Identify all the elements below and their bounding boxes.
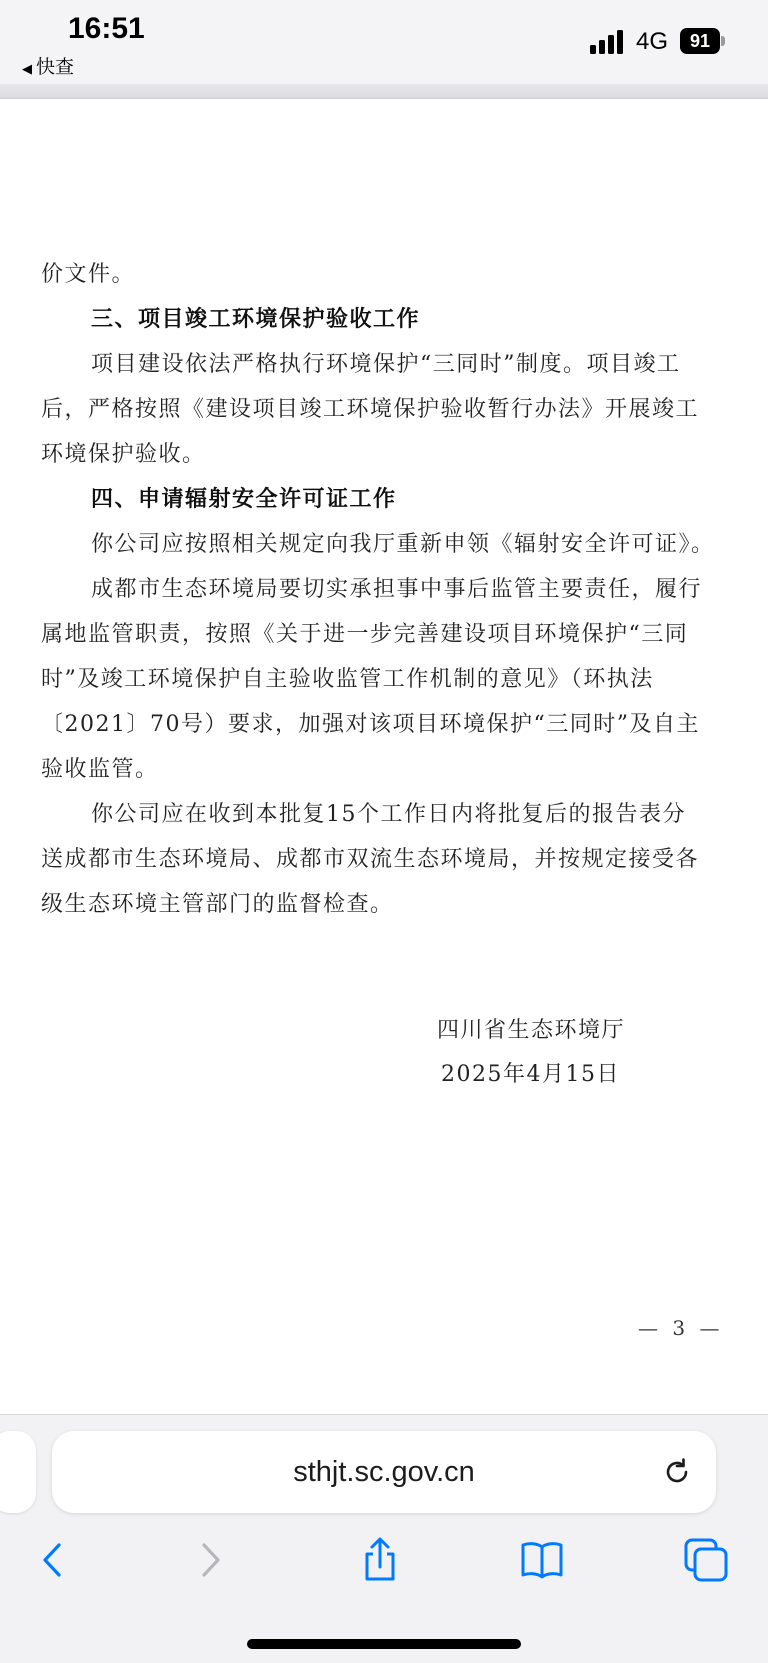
doc-line: 后，严格按照《建设项目竣工环境保护验收暂行办法》开展竣工 [41,397,700,422]
back-to-app-button[interactable] [22,52,74,79]
url-text: sthjt.sc.gov.cn [293,1456,475,1488]
tabs-icon[interactable] [683,1537,729,1583]
cellular-signal-icon [590,30,626,54]
browser-toolbar [0,1414,768,1663]
back-app-label: 快查 [36,56,75,78]
status-time: 16:51 [68,12,145,45]
doc-line: 级生态环境主管部门的监督检查。 [41,892,394,917]
back-triangle-icon: ◀ [22,62,32,77]
battery-level: 91 [680,28,720,54]
section-heading-4: 四、申请辐射安全许可证工作 [91,487,397,512]
doc-line: 价文件。 [41,262,136,287]
status-bar [0,0,768,84]
page-number: — 3 — [638,1316,724,1340]
forward-arrow-icon[interactable] [186,1537,232,1583]
battery-icon [680,28,722,54]
doc-line: 送成都市生态环境局、成都市双流生态环境局，并按规定接受各 [41,847,700,872]
signature-date: 2025年4月15日 [441,1062,620,1087]
address-bar[interactable] [52,1431,716,1513]
doc-line: 你公司应按照相关规定向我厅重新申领《辐射安全许可证》。 [91,532,715,557]
doc-line: 属地监管职责，按照《关于进一步完善建设项目环境保护“三同 [41,622,689,647]
document-text [0,99,768,1414]
bookmarks-icon[interactable] [519,1537,565,1583]
toolbar-separator [0,84,768,99]
doc-line: 成都市生态环境局要切实承担事中事后监管主要责任，履行 [91,577,703,602]
previous-tab-preview[interactable] [0,1431,36,1513]
share-icon[interactable] [357,1537,403,1583]
reload-icon[interactable] [660,1455,694,1489]
back-arrow-icon[interactable] [31,1537,77,1583]
section-heading-3: 三、项目竣工环境保护验收工作 [91,307,421,332]
signature-org: 四川省生态环境厅 [437,1018,626,1043]
doc-line: 你公司应在收到本批复15个工作日内将批复后的报告表分 [91,802,686,827]
doc-line: 〔2021〕70号）要求，加强对该项目环境保护“三同时”及自主 [41,712,700,737]
doc-line: 环境保护验收。 [41,442,206,467]
home-indicator [247,1639,521,1649]
doc-line: 验收监管。 [41,757,159,782]
doc-line: 项目建设依法严格执行环境保护“三同时”制度。项目竣工 [91,352,681,377]
document-page [0,99,768,1414]
network-type: 4G [636,28,669,55]
doc-line: 时”及竣工环境保护自主验收监管工作机制的意见》（环执法 [41,667,654,692]
